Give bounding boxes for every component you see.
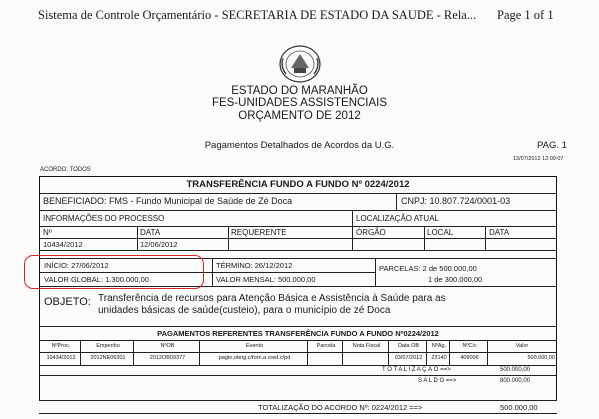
objeto-line-2: unidades básicas de saúde(custeio), para o município de zé Doca (98, 305, 391, 316)
saldo-value: 800.000,00 (500, 378, 531, 384)
budget-year: ORÇAMENTO DE 2012 (238, 110, 361, 122)
objeto-line-1: Transferência de recursos para Atenção Básica e Assistência à Saúde para as (98, 293, 446, 304)
print-header-title: Sistema de Controle Orçamentário - SECRETARIA DE ESTADO DA SAUDE - Rela... (38, 8, 477, 22)
acordo-filter: ACORDO: TODOS (40, 167, 91, 173)
totalizacao-label: T O T A L I Z A Ç Ã O ==> (382, 367, 451, 373)
payments-cell: 23140 (431, 355, 447, 361)
report-datetime: 13/07/2012 12:09:07 (513, 156, 564, 162)
col-local: LOCAL (427, 228, 454, 237)
payments-col-header: Data OB (397, 343, 420, 349)
footer-total-label: TOTALIZAÇÃO DO ACORDO Nº: 0224/2012 ==> (258, 403, 423, 412)
payments-col-header: Empenho (96, 343, 120, 349)
payments-col-header: Valor (515, 343, 529, 349)
payments-cell: 03/07/2012 (394, 355, 423, 361)
payments-col-header: Evento (245, 343, 264, 349)
payments-cell: pagto.obrig.c/forn.a cred.c/pd (218, 355, 291, 361)
page-number: PAG. 1 (537, 140, 567, 151)
payments-cell: 10434/2012 (46, 355, 76, 361)
payments-cell: 2012OB09377 (149, 355, 186, 361)
payments-cell: 2012NE06301 (90, 355, 126, 361)
parcelas-line-2: 1 de 300.000,00 (428, 275, 483, 284)
process-date: 12/06/2012 (140, 240, 178, 249)
report-title: Pagamentos Detalhados de Acordos da U.G. (204, 140, 395, 151)
payments-col-header: Nota Fiscal (352, 343, 381, 349)
valor-mensal: VALOR MENSAL: 500.000,00 (216, 275, 316, 284)
unit-name: FES-UNIDADES ASSISTENCIAIS (211, 97, 388, 109)
col-numero: Nº (43, 228, 52, 237)
transfer-title: TRANSFERÊNCIA FUNDO A FUNDO Nº 0224/2012 (186, 179, 410, 190)
highlight-circle (24, 255, 204, 289)
valor-global: VALOR GLOBAL: 1.300.000,00 (44, 275, 149, 284)
cnpj: CNPJ: 10.807.724/0001-03 (401, 196, 511, 206)
state-name: ESTADO DO MARANHÃO (231, 85, 368, 97)
saldo-label: S A L D O ==> (418, 378, 457, 384)
page-of-label: Page 1 of 1 (497, 8, 554, 22)
termino: TÉRMINO: 26/12/2012 (216, 261, 293, 270)
payments-col-header: NºAg. (431, 343, 447, 349)
col-orgao: ÓRGÃO (356, 228, 386, 237)
parcelas-line-1: PARCELAS: 2 de 500.000,00 (379, 264, 477, 273)
localizacao-label: LOCALIZAÇÃO ATUAL (356, 214, 439, 223)
info-processo-label: INFORMAÇÕES DO PROCESSO (43, 214, 165, 223)
process-number: 10434/2012 (43, 240, 83, 249)
footer-total-value: 500.000,00 (500, 403, 538, 412)
objeto-label: OBJETO: (44, 296, 91, 308)
payments-cell: 500.000,00 (527, 355, 555, 361)
totalizacao-value: 500.000,00 (500, 367, 531, 373)
state-seal-icon (278, 44, 322, 84)
payments-cell: 409006 (460, 355, 479, 361)
inicio: INÍCIO: 27/06/2012 (44, 261, 109, 270)
payments-col-header: Parcela (316, 343, 336, 349)
beneficiado: BENEFICIADO: FMS - Fundo Municipal de Saúde de Zé Doca (43, 196, 293, 206)
payments-col-header: NºOB (160, 343, 175, 349)
col-requerente: REQUERENTE (231, 228, 287, 237)
col-data-local: DATA (489, 228, 510, 237)
col-data: DATA (140, 228, 161, 237)
payments-title: PAGAMENTOS REFERENTES TRANSFERÊNCIA FUNDO A FUNDO Nº0224/2012 (157, 329, 439, 338)
payments-col-header: NºC/c (462, 343, 477, 349)
payments-col-header: NºProc. (51, 343, 71, 349)
